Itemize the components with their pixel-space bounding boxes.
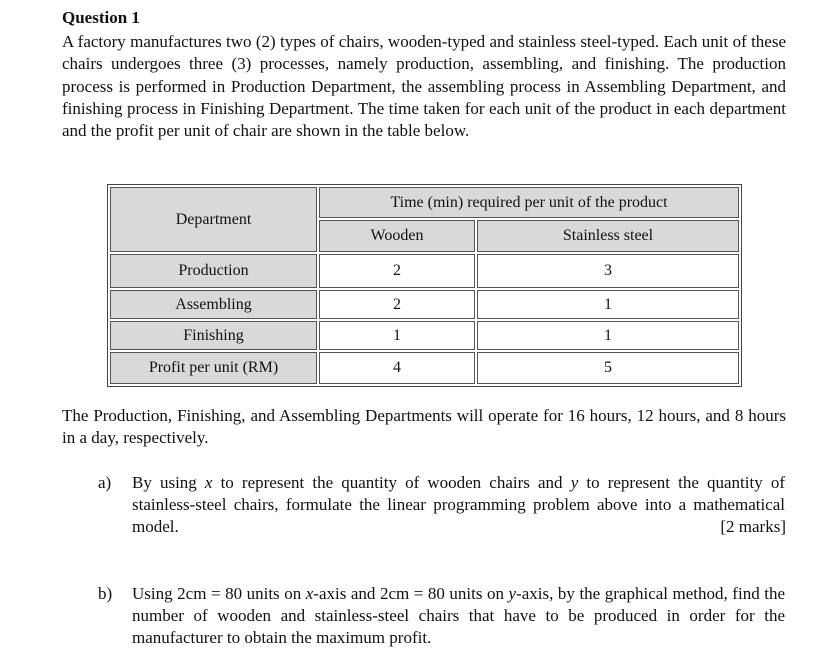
part-a-label: a)	[98, 473, 112, 492]
row-label: Profit per unit (RM)	[110, 352, 317, 384]
part-b	[98, 583, 786, 653]
steel-value: 5	[477, 352, 739, 384]
wooden-header: Wooden	[319, 220, 475, 252]
table-row	[110, 254, 739, 288]
department-header: Department	[110, 187, 317, 252]
wooden-value: 4	[319, 352, 475, 384]
part-b-text: Using 2cm = 80 units on x-axis and 2cm = 80 units on y-axis, by the graphical method, find the number of wooden and stainless-steel chairs that have to be produced in order for the manufacturer to obtain the maximum profit.	[132, 584, 785, 647]
wooden-value: 2	[319, 254, 475, 288]
part-a	[98, 472, 786, 542]
var-y: y	[508, 584, 517, 603]
operating-hours-text: The Production, Finishing, and Assembling Departments will operate for 16 hours, 12 hours, and 8 hours in a day, respectively.	[62, 406, 786, 448]
row-label: Assembling	[110, 290, 317, 319]
part-a-text: By using x to represent the quantity of wooden chairs and y to represent the quantity of stainless-steel chairs, formulate the linear programming problem above into a mathematical model.	[132, 473, 785, 536]
time-header: Time (min) required per unit of the product	[319, 187, 739, 218]
table-row	[110, 321, 739, 350]
part-b-label: b)	[98, 584, 113, 603]
wooden-value: 2	[319, 290, 475, 319]
row-label: Finishing	[110, 321, 317, 350]
var-y: y	[570, 473, 579, 492]
row-label: Production	[110, 254, 317, 288]
part-a-marks: [2 marks]	[720, 517, 786, 536]
wooden-value: 1	[319, 321, 475, 350]
var-x: x	[305, 584, 314, 603]
var-x: x	[204, 473, 213, 492]
steel-value: 1	[477, 290, 739, 319]
steel-value: 3	[477, 254, 739, 288]
table-row	[110, 290, 739, 319]
question-title: Question 1	[62, 8, 140, 27]
question-intro: A factory manufactures two (2) types of chairs, wooden-typed and stainless steel-typed. Each unit of these chairs undergoes three (3) processes, namely production, assembling, and finishing. The production process is performed in Production Department, the assembling process in Assembling Department, and finishing process in Finishing Department. The time taken for each unit of the product in each department and the profit per unit of chair are shown in the table below.	[62, 32, 786, 141]
stainless-header: Stainless steel	[477, 220, 739, 252]
steel-value: 1	[477, 321, 739, 350]
time-profit-table	[107, 184, 742, 387]
table-row	[110, 352, 739, 384]
